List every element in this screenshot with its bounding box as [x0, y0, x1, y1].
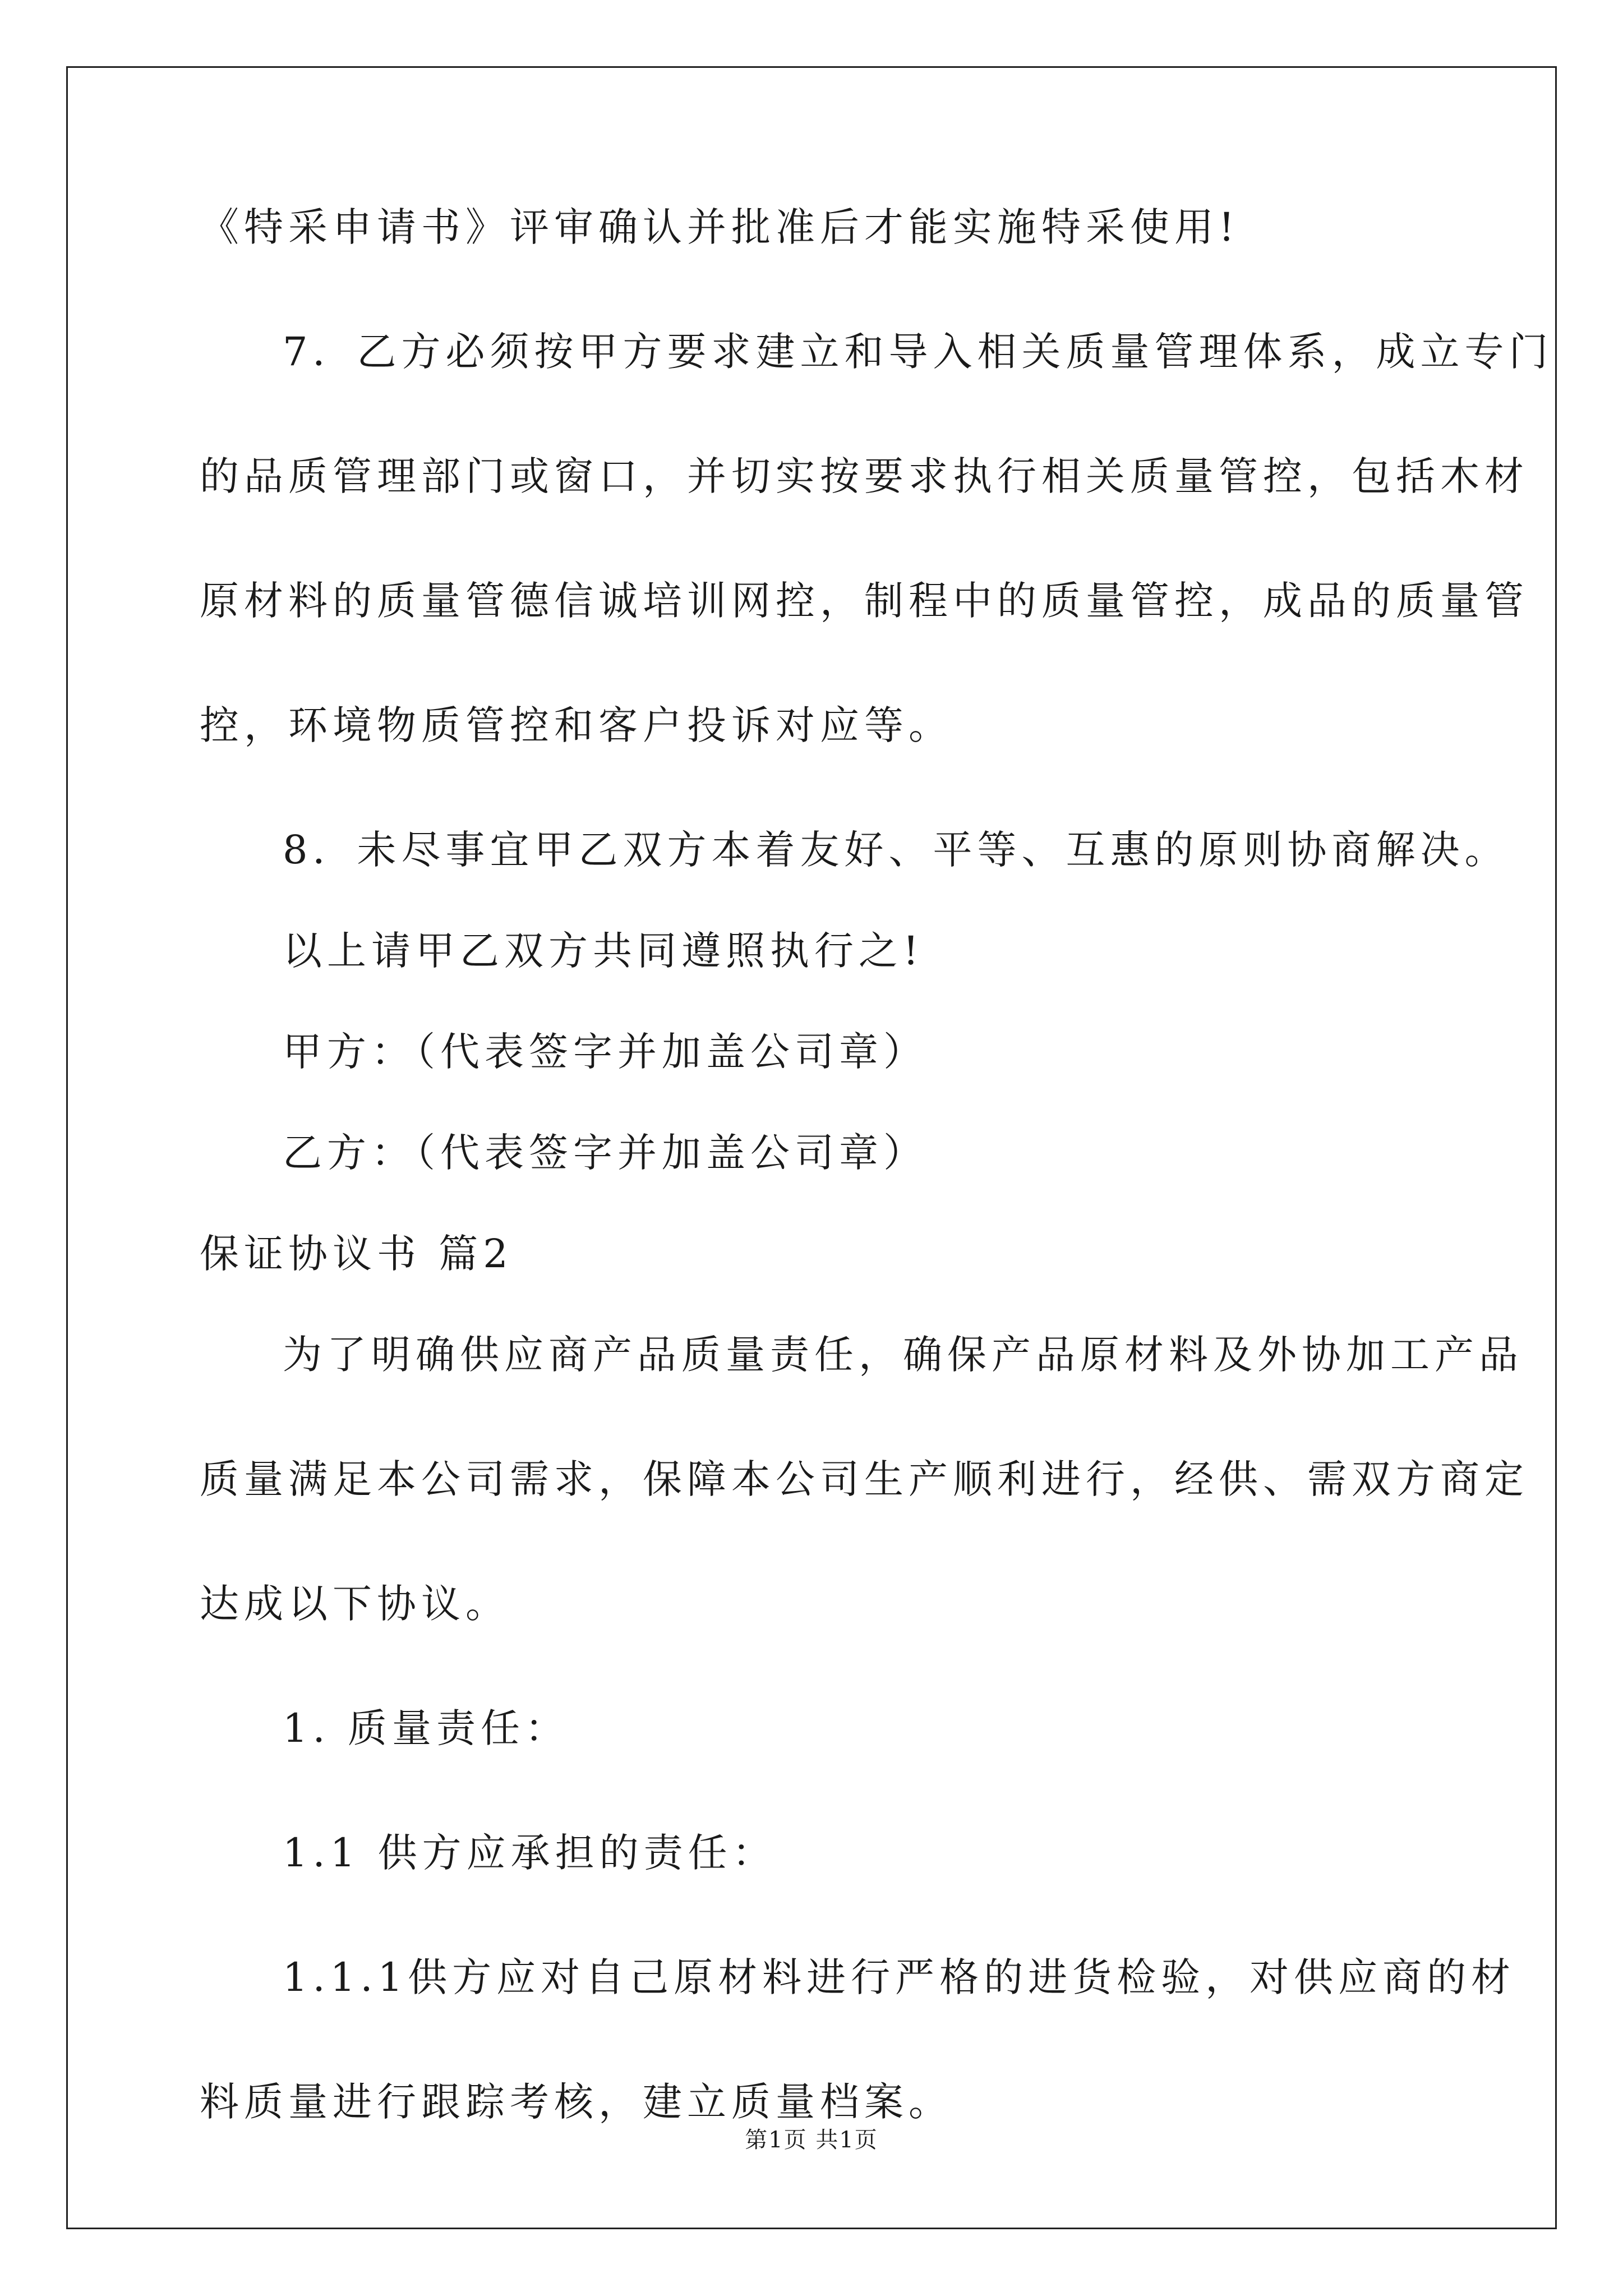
signature-party-b: 乙方：（代表签字并加盖公司章）	[283, 1130, 928, 1176]
body-line: 质量满足本公司需求，保障本公司生产顺利进行，经供、需双方商定	[200, 1456, 1529, 1502]
signature-party-a: 甲方：（代表签字并加盖公司章）	[283, 1029, 928, 1075]
body-line: 的品质管理部门或窗口，并切实按要求执行相关质量管控，包括木材	[200, 453, 1529, 499]
page-indicator: 第1页 共1页	[745, 2127, 878, 2153]
section-heading: 保证协议书 篇2	[200, 1231, 513, 1277]
body-line: 7．乙方必须按甲方要求建立和导入相关质量管理体系，成立专门	[283, 329, 1553, 375]
body-line: 料质量进行跟踪考核，建立质量档案。	[200, 2079, 953, 2125]
body-line: 《特采申请书》评审确认并批准后才能实施特采使用!	[200, 204, 1240, 250]
body-line: 1. 质量责任：	[283, 1705, 570, 1751]
body-line: 以上请甲乙双方共同遵照执行之!	[283, 928, 924, 974]
body-line: 原材料的质量管德信诚培训网控，制程中的质量管控，成品的质量管	[200, 578, 1529, 624]
body-line: 为了明确供应商产品质量责任，确保产品原材料及外协加工产品	[283, 1332, 1523, 1378]
body-line: 控，环境物质管控和客户投诉对应等。	[200, 702, 953, 748]
body-line: 1.1.1供方应对自己原材料进行严格的进货检验，对供应商的材	[283, 1954, 1516, 2000]
body-line: 8．未尽事宜甲乙双方本着友好、平等、互惠的原则协商解决。	[283, 827, 1509, 873]
body-line: 1.1 供方应承担的责任：	[283, 1830, 777, 1876]
body-line: 达成以下协议。	[200, 1581, 510, 1627]
